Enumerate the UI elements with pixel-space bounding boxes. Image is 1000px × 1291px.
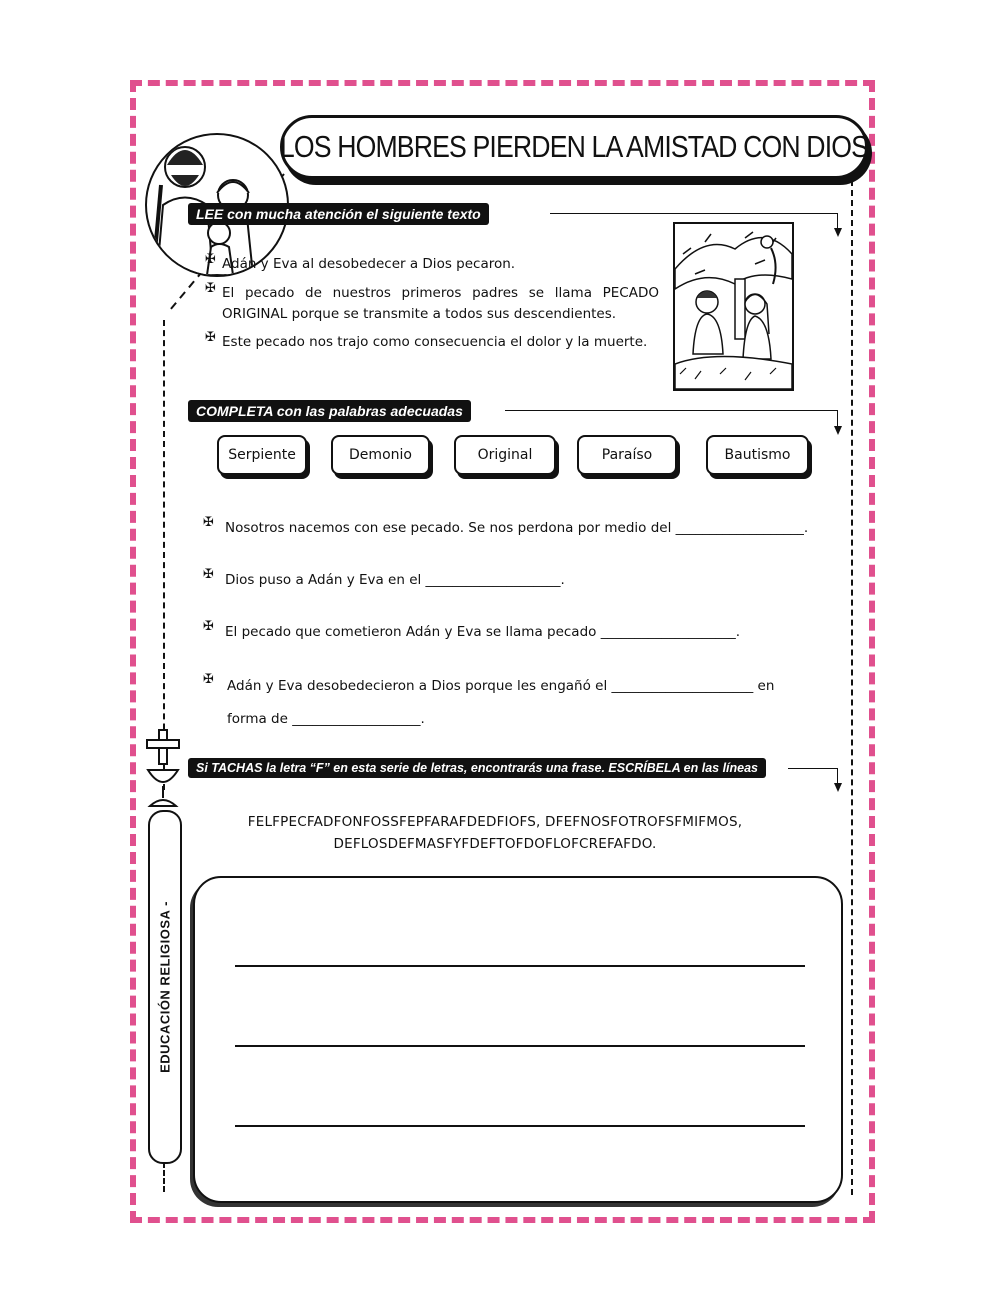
complete-arrow-head xyxy=(834,426,842,435)
bullet-icon: ✠ xyxy=(205,330,216,345)
read-bullet-2b: ORIGINAL porque se transmite a todos sus descendientes. xyxy=(222,306,617,322)
complete-sentence-3: El pecado que cometieron Adán y Eva se llama pecado ____________________. xyxy=(225,624,740,640)
read-arrow-head xyxy=(834,228,842,237)
complete-sentence-4b: forma de ___________________. xyxy=(227,711,425,727)
side-label-box xyxy=(148,810,182,1164)
cross-out-banner: Si TACHAS la letra “F” en esta serie de letras, encontrarás una frase. ESCRÍBELA en las líneas xyxy=(188,758,766,778)
cross-out-arrow-line xyxy=(788,768,838,769)
read-banner: LEE con mucha atención el siguiente texto xyxy=(188,203,489,225)
bullet-icon: ✠ xyxy=(203,672,214,687)
word-option-serpiente: Serpiente xyxy=(217,435,307,475)
complete-arrow-stem xyxy=(837,410,838,427)
cross-out-arrow-stem xyxy=(837,768,838,784)
answer-line-2[interactable] xyxy=(235,1045,805,1047)
complete-sentence-2: Dios puso a Adán y Eva en el ____________________. xyxy=(225,572,565,588)
answer-writing-box[interactable] xyxy=(193,876,843,1203)
read-arrow-line xyxy=(550,213,838,214)
inner-frame-right xyxy=(851,180,853,1195)
inner-frame-left xyxy=(163,320,165,790)
complete-sentence-1: Nosotros nacemos con ese pecado. Se nos perdona por medio del ___________________. xyxy=(225,520,809,536)
cross-out-arrow-head xyxy=(834,783,842,792)
chalice-cross-icon xyxy=(142,728,184,810)
read-arrow-stem xyxy=(837,213,838,229)
answer-line-1[interactable] xyxy=(235,965,805,967)
page-title: LOS HOMBRES PIERDEN LA AMISTAD CON DIOS xyxy=(279,129,869,164)
read-bullet-3: Este pecado nos trajo como consecuencia el dolor y la muerte. xyxy=(222,334,648,350)
complete-banner: COMPLETA con las palabras adecuadas xyxy=(188,400,471,422)
letter-series-line-2: DEFLOSDEFMASFYFDEFTOFDOFLOFCREFAFDO. xyxy=(333,836,657,852)
letter-series-line-1: FELFPECFADFONFOSSFEPFARAFDEDFIOFS, DFEFNOSFOTROFSFMIFMOS, xyxy=(247,814,743,830)
side-label: EDUCACIÓN RELIGIOSA - xyxy=(157,901,173,1073)
bullet-icon: ✠ xyxy=(203,619,214,634)
inner-frame-left-lower xyxy=(163,1162,165,1192)
complete-sentence-4a: Adán y Eva desobedecieron a Dios porque les engañó el _____________________ en xyxy=(227,678,775,694)
complete-arrow-line xyxy=(505,410,838,411)
read-bullet-2a: El pecado de nuestros primeros padres se llama PECADO xyxy=(222,285,659,301)
adam-eve-illustration xyxy=(673,222,794,391)
word-option-original: Original xyxy=(454,435,556,475)
word-option-paraiso: Paraíso xyxy=(577,435,677,475)
bullet-icon: ✠ xyxy=(205,252,216,267)
word-option-bautismo: Bautismo xyxy=(706,435,809,475)
bullet-icon: ✠ xyxy=(205,281,216,296)
page-title-box xyxy=(280,115,868,179)
bullet-icon: ✠ xyxy=(203,567,214,582)
answer-line-3[interactable] xyxy=(235,1125,805,1127)
word-option-demonio: Demonio xyxy=(331,435,430,475)
read-bullet-1: Adán y Eva al desobedecer a Dios pecaron. xyxy=(222,256,516,272)
bullet-icon: ✠ xyxy=(203,515,214,530)
